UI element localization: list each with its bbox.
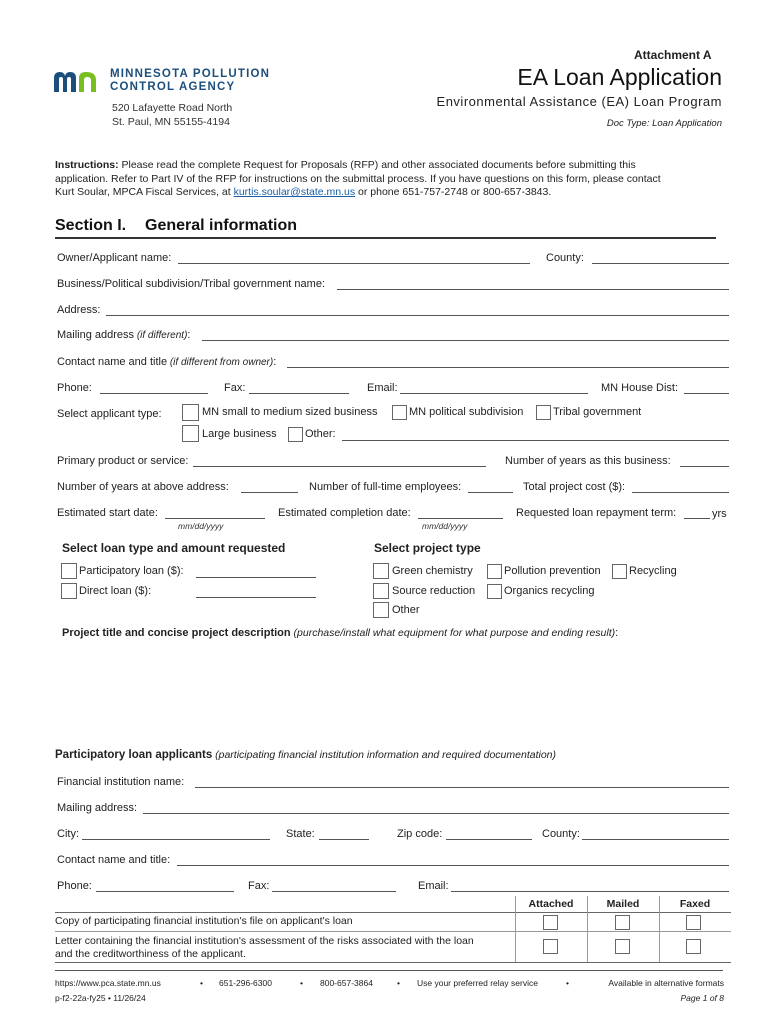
- fi-email-field[interactable]: [451, 891, 729, 892]
- project-description-heading: [62, 627, 618, 639]
- header-faxed: Faxed: [679, 898, 711, 910]
- project-cost-label: Total project cost ($):: [523, 481, 626, 493]
- footer-relay: Use your preferred relay service: [417, 978, 538, 988]
- source-reduction-label: Source reduction: [392, 585, 476, 597]
- years-business-field[interactable]: [680, 466, 729, 467]
- pollution-prevention-label: Pollution prevention: [504, 565, 601, 577]
- footer-bullet: •: [566, 978, 569, 988]
- contact-label: [57, 356, 276, 368]
- table-col-rule: [659, 896, 660, 962]
- section-number: Section I.: [55, 217, 127, 234]
- contact-label-text: Contact name and title: [57, 356, 168, 368]
- header-attached: Attached: [528, 898, 574, 910]
- footer-phone1: 651-296-6300: [219, 978, 272, 988]
- email-label: Email:: [367, 382, 398, 394]
- fi-city-label: City:: [57, 828, 79, 840]
- type-political-checkbox[interactable]: [392, 405, 407, 420]
- address-field[interactable]: [106, 315, 729, 316]
- fi-county-field[interactable]: [582, 839, 729, 840]
- phone-label: Phone:: [57, 382, 92, 394]
- fi-mailing-label: Mailing address:: [57, 802, 138, 814]
- participatory-heading-hint: (participating financial institution information and required documentation): [212, 749, 556, 761]
- fi-zip-field[interactable]: [446, 839, 532, 840]
- table-rule: [55, 931, 731, 932]
- repayment-term-label: Requested loan repayment term:: [516, 507, 677, 519]
- direct-loan-label: Direct loan ($):: [79, 585, 152, 597]
- mn-logo-icon: [52, 70, 102, 94]
- table-row-fi-file-label: Copy of participating financial institution's file on applicant's loan: [55, 915, 353, 927]
- type-political-label: MN political subdivision: [409, 406, 524, 418]
- fi-file-mailed-checkbox[interactable]: [615, 915, 630, 930]
- project-description-hint: (purchase/install what equipment for what purpose and ending result): [290, 627, 616, 639]
- owner-field[interactable]: [178, 263, 530, 264]
- product-label: Primary product or service:: [57, 455, 189, 467]
- fi-phone-label: Phone:: [57, 880, 92, 892]
- footer-phone2: 800-657-3864: [320, 978, 373, 988]
- email-field[interactable]: [400, 393, 588, 394]
- risk-letter-attached-checkbox[interactable]: [543, 939, 558, 954]
- type-large-label: Large business: [202, 428, 277, 440]
- table-header: [515, 896, 731, 912]
- house-dist-field[interactable]: [684, 393, 729, 394]
- table-col-rule: [587, 896, 588, 962]
- page-title: EA Loan Application: [517, 64, 722, 90]
- contact-hint: (if different from owner): [167, 357, 274, 368]
- type-large-checkbox[interactable]: [182, 425, 199, 442]
- mailing-label-text: Mailing address: [57, 329, 135, 341]
- participatory-loan-label: Participatory loan ($):: [79, 565, 184, 577]
- footer-alt-formats: Available in alternative formats: [608, 978, 724, 988]
- other-project-checkbox[interactable]: [373, 602, 389, 618]
- years-address-label: Number of years at above address:: [57, 481, 229, 493]
- project-description-area[interactable]: [62, 643, 729, 743]
- type-small-label: MN small to medium sized business: [202, 406, 378, 418]
- recycling-label: Recycling: [629, 565, 677, 577]
- risk-letter-mailed-checkbox[interactable]: [615, 939, 630, 954]
- instructions-text2: application. Refer to Part IV of the RFP for instructions on the submittal process. If you have questions on this form, please contact: [55, 172, 661, 185]
- product-field[interactable]: [193, 466, 486, 467]
- participatory-heading-title: Participatory loan applicants: [55, 749, 213, 761]
- footer-bullet: •: [200, 978, 203, 988]
- footer-doc-number: p-f2-22a-fy25 • 11/26/24: [55, 993, 146, 1003]
- instructions-label: Instructions:: [55, 159, 119, 171]
- table-row-risk-letter-label: Letter containing the financial institution's assessment of the risks associated with the loan: [55, 935, 474, 947]
- phone-field[interactable]: [100, 393, 208, 394]
- completion-date-label: Estimated completion date:: [278, 507, 411, 519]
- table-row-risk-letter-label-cont: and the creditworthiness of the applicant.: [55, 948, 246, 960]
- green-chemistry-checkbox[interactable]: [373, 563, 389, 579]
- years-business-label: Number of years as this business:: [505, 455, 671, 467]
- type-other-label: Other:: [305, 428, 336, 440]
- repayment-term-field[interactable]: [684, 518, 710, 519]
- fi-contact-field[interactable]: [177, 865, 729, 866]
- fi-state-label: State:: [286, 828, 315, 840]
- recycling-checkbox[interactable]: [612, 564, 627, 579]
- documentation-table: [55, 896, 731, 962]
- loan-type-heading: Select loan type and amount requested: [62, 541, 286, 555]
- house-dist-label: MN House Dist:: [601, 382, 679, 394]
- agency-name-line2: CONTROL AGENCY: [110, 81, 236, 93]
- mailing-colon: :: [187, 329, 191, 341]
- risk-letter-faxed-checkbox[interactable]: [686, 939, 701, 954]
- fi-phone-field[interactable]: [96, 891, 234, 892]
- county-field[interactable]: [592, 263, 729, 264]
- footer-url: https://www.pca.state.mn.us: [55, 978, 161, 988]
- start-date-field[interactable]: [165, 518, 265, 519]
- completion-date-hint: mm/dd/yyyy: [422, 521, 468, 531]
- county-label: County:: [546, 252, 584, 264]
- instructions-text3b: or phone 651-757-2748 or 800-657-3843.: [355, 186, 552, 198]
- table-col-rule: [515, 896, 516, 962]
- project-type-heading: Select project type: [374, 541, 481, 555]
- instructions-text1: Please read the complete Request for Proposals (RFP) and other associated documents before submitting this: [118, 159, 636, 171]
- contact-field[interactable]: [287, 367, 729, 368]
- fi-contact-label: Contact name and title:: [57, 854, 171, 866]
- participatory-loan-checkbox[interactable]: [61, 563, 77, 579]
- repayment-term-unit: yrs: [712, 508, 727, 520]
- agency-name-line1: MINNESOTA POLLUTION: [110, 68, 271, 80]
- fi-file-faxed-checkbox[interactable]: [686, 915, 701, 930]
- footer-bullet: •: [300, 978, 303, 988]
- contact-email-link[interactable]: kurtis.soular@state.mn.us: [233, 186, 356, 198]
- footer-bullet: •: [397, 978, 400, 988]
- source-reduction-checkbox[interactable]: [373, 583, 389, 599]
- fi-mailing-field[interactable]: [143, 813, 729, 814]
- type-other-field[interactable]: [342, 440, 729, 441]
- fi-file-attached-checkbox[interactable]: [543, 915, 558, 930]
- doc-type: Doc Type: Loan Application: [606, 118, 722, 129]
- table-rule: [55, 962, 731, 963]
- years-address-field[interactable]: [241, 492, 298, 493]
- organics-recycling-checkbox[interactable]: [487, 584, 502, 599]
- project-description-colon: :: [615, 627, 619, 639]
- participatory-loan-field[interactable]: [196, 577, 316, 578]
- applicant-type-label: Select applicant type:: [57, 408, 162, 420]
- header-mailed: Mailed: [606, 898, 640, 910]
- agency-address-line2: St. Paul, MN 55155-4194: [112, 116, 230, 128]
- direct-loan-checkbox[interactable]: [61, 583, 77, 599]
- participatory-heading: [55, 749, 556, 761]
- agency-address-line1: 520 Lafayette Road North: [112, 102, 233, 114]
- page-subtitle: Environmental Assistance (EA) Loan Program: [436, 94, 722, 109]
- employees-label: Number of full-time employees:: [309, 481, 462, 493]
- footer-page-number: Page 1 of 8: [680, 993, 724, 1003]
- type-tribal-label: Tribal government: [553, 406, 642, 418]
- type-other-checkbox[interactable]: [288, 427, 303, 442]
- organics-recycling-label: Organics recycling: [504, 585, 595, 597]
- project-cost-field[interactable]: [632, 492, 729, 493]
- instructions-text3a: Kurt Soular, MPCA Fiscal Services, at: [55, 186, 234, 198]
- business-field[interactable]: [337, 289, 729, 290]
- fi-fax-field[interactable]: [272, 891, 396, 892]
- other-project-label: Other: [392, 604, 420, 616]
- fi-fax-label: Fax:: [248, 880, 270, 892]
- fi-city-field[interactable]: [82, 839, 270, 840]
- fax-field[interactable]: [249, 393, 349, 394]
- direct-loan-field[interactable]: [196, 597, 316, 598]
- fi-name-field[interactable]: [195, 787, 729, 788]
- green-chemistry-label: Green chemistry: [392, 565, 473, 577]
- fi-state-field[interactable]: [319, 839, 369, 840]
- footer-divider: [55, 970, 723, 971]
- type-small-checkbox[interactable]: [182, 404, 199, 421]
- type-tribal-checkbox[interactable]: [536, 405, 551, 420]
- pollution-prevention-checkbox[interactable]: [487, 564, 502, 579]
- contact-colon: :: [273, 356, 277, 368]
- owner-label: Owner/Applicant name:: [57, 252, 172, 264]
- start-date-hint: mm/dd/yyyy: [178, 521, 224, 531]
- start-date-label: Estimated start date:: [57, 507, 158, 519]
- fax-label: Fax:: [224, 382, 246, 394]
- mailing-label: [57, 329, 190, 341]
- table-rule: [55, 912, 731, 913]
- business-label: Business/Political subdivision/Tribal government name:: [57, 278, 325, 290]
- address-label: Address:: [57, 304, 101, 316]
- instructions: [55, 159, 661, 200]
- employees-field[interactable]: [468, 492, 513, 493]
- fi-email-label: Email:: [418, 880, 449, 892]
- attachment-label: Attachment A: [634, 48, 712, 62]
- completion-date-field[interactable]: [418, 518, 503, 519]
- fi-zip-label: Zip code:: [397, 828, 443, 840]
- section-divider: [55, 237, 716, 239]
- fi-county-label: County:: [542, 828, 580, 840]
- fi-name-label: Financial institution name:: [57, 776, 185, 788]
- project-description-title: Project title and concise project description: [62, 627, 291, 639]
- mailing-hint: (if different): [134, 330, 188, 341]
- section-title: General information: [145, 217, 298, 234]
- mailing-field[interactable]: [202, 340, 729, 341]
